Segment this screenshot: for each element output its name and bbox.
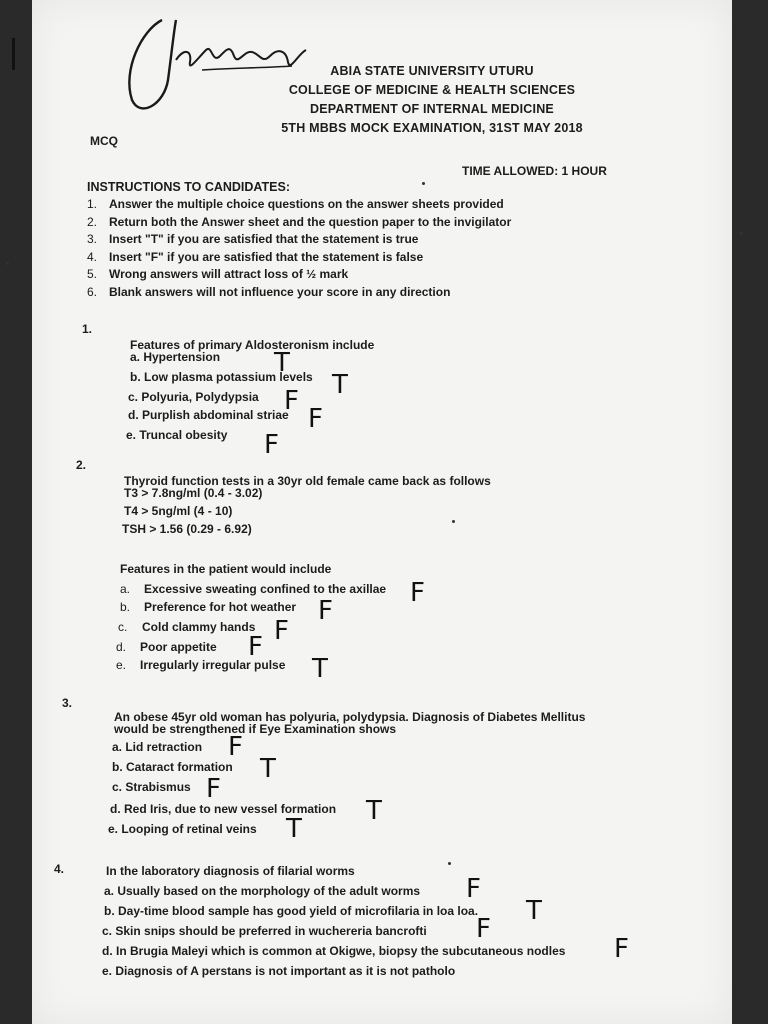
answer-mark: F bbox=[248, 632, 263, 662]
answer-mark: T bbox=[526, 896, 542, 926]
option-text: Poor appetite bbox=[140, 640, 217, 654]
answer-mark: T bbox=[260, 754, 276, 784]
college-name: COLLEGE OF MEDICINE & HEALTH SCIENCES bbox=[288, 83, 576, 97]
instruction-text: Answer the multiple choice questions on the answer sheets provided bbox=[109, 197, 504, 211]
option-a: a. Hypertension bbox=[130, 350, 221, 364]
university-name: ABIA STATE UNIVERSITY UTURU bbox=[330, 64, 534, 78]
option-e: e. Looping of retinal veins bbox=[108, 822, 257, 836]
option-d bbox=[116, 640, 217, 654]
answer-mark: F bbox=[318, 596, 333, 626]
lab-result-tsh: TSH > 1.56 (0.29 - 6.92) bbox=[122, 522, 252, 536]
question-stem: In the laboratory diagnosis of filarial worms bbox=[106, 864, 355, 878]
paper-speck bbox=[740, 232, 743, 235]
answer-mark: T bbox=[312, 654, 328, 684]
option-a bbox=[120, 582, 386, 596]
question-number: 1. bbox=[82, 322, 93, 336]
option-d: d. Red Iris, due to new vessel formation bbox=[110, 802, 337, 816]
option-text: Irregularly irregular pulse bbox=[140, 658, 286, 672]
paper-speck bbox=[422, 182, 425, 185]
option-e: e. Diagnosis of A perstans is not important as it is not patholo bbox=[102, 964, 456, 978]
option-letter: a. bbox=[120, 582, 131, 596]
answer-mark: T bbox=[286, 814, 302, 844]
option-d: d. Purplish abdominal striae bbox=[128, 408, 289, 422]
option-a: a. Usually based on the morphology of the adult worms bbox=[104, 884, 421, 898]
instruction-number: 1. bbox=[87, 197, 98, 211]
instruction-item bbox=[87, 284, 511, 302]
option-c: c. Polyuria, Polydypsia bbox=[128, 390, 259, 404]
instruction-number: 5. bbox=[87, 267, 98, 281]
option-text: Preference for hot weather bbox=[144, 600, 297, 614]
instruction-text: Insert "F" if you are satisfied that the statement is false bbox=[109, 249, 424, 264]
instruction-text: Wrong answers will attract loss of ½ mark bbox=[109, 267, 349, 281]
answer-mark: F bbox=[308, 404, 323, 434]
instruction-text: Blank answers will not influence your score in any direction bbox=[109, 284, 451, 299]
time-allowed: TIME ALLOWED: 1 HOUR bbox=[462, 164, 607, 178]
instruction-item bbox=[87, 196, 511, 214]
instruction-number: 3. bbox=[87, 232, 98, 246]
option-letter: e. bbox=[116, 658, 127, 672]
instruction-item bbox=[87, 249, 511, 267]
option-e: e. Truncal obesity bbox=[126, 428, 228, 442]
exam-header bbox=[222, 62, 642, 138]
answer-mark: F bbox=[466, 874, 481, 904]
option-c: c. Strabismus bbox=[112, 780, 191, 794]
instructions-list bbox=[87, 196, 511, 301]
option-letter: b. bbox=[120, 600, 131, 614]
answer-mark: F bbox=[264, 430, 279, 460]
option-letter: d. bbox=[116, 640, 127, 654]
option-b: b. Day-time blood sample has good yield of microfilaria in loa loa. bbox=[104, 904, 479, 918]
answer-mark: F bbox=[614, 934, 629, 964]
option-a: a. Lid retraction bbox=[112, 740, 203, 754]
paper-speck bbox=[448, 862, 451, 865]
answer-mark: F bbox=[228, 732, 243, 762]
instruction-number: 6. bbox=[87, 284, 98, 299]
answer-mark: T bbox=[366, 796, 382, 826]
paper-type: MCQ bbox=[90, 134, 118, 148]
option-c bbox=[118, 620, 255, 634]
question-substem: Features in the patient would include bbox=[120, 562, 332, 576]
question-stem: An obese 45yr old woman has polyuria, polydypsia. Diagnosis of Diabetes Mellitus bbox=[114, 710, 586, 724]
question-number: 3. bbox=[62, 696, 73, 710]
option-c: c. Skin snips should be preferred in wuchereria bancrofti bbox=[102, 924, 427, 938]
binder-mark bbox=[12, 38, 15, 70]
lab-result-t3: T3 > 7.8ng/ml (0.4 - 3.02) bbox=[124, 486, 263, 500]
option-text: Cold clammy hands bbox=[142, 620, 256, 634]
option-d: d. In Brugia Maleyi which is common at Okigwe, biopsy the subcutaneous nodles bbox=[102, 944, 566, 958]
answer-mark: T bbox=[274, 348, 290, 378]
instruction-text: Return both the Answer sheet and the question paper to the invigilator bbox=[109, 214, 512, 229]
answer-mark: F bbox=[410, 578, 425, 608]
question-stem-continued: would be strengthened if Eye Examination shows bbox=[114, 722, 397, 736]
question-stem: Features of primary Aldosteronism include bbox=[130, 338, 375, 352]
exam-paper bbox=[32, 0, 732, 1024]
exam-title: 5TH MBBS MOCK EXAMINATION, 31ST MAY 2018 bbox=[281, 121, 583, 135]
paper-speck bbox=[452, 520, 455, 523]
answer-mark: F bbox=[206, 774, 221, 804]
paper-speck bbox=[6, 262, 9, 265]
question-number: 4. bbox=[54, 862, 65, 876]
lab-result-t4: T4 > 5ng/ml (4 - 10) bbox=[124, 504, 233, 518]
answer-mark: F bbox=[476, 914, 491, 944]
instructions-title: INSTRUCTIONS TO CANDIDATES: bbox=[87, 180, 291, 194]
instruction-number: 2. bbox=[87, 214, 98, 229]
instruction-item bbox=[87, 214, 511, 232]
option-b: b. Low plasma potassium levels bbox=[130, 370, 313, 384]
question-stem: Thyroid function tests in a 30yr old female came back as follows bbox=[124, 474, 491, 488]
instruction-item bbox=[87, 231, 511, 249]
option-b: b. Cataract formation bbox=[112, 760, 233, 774]
question-number: 2. bbox=[76, 458, 87, 472]
option-e bbox=[116, 658, 285, 672]
answer-mark: F bbox=[274, 616, 289, 646]
answer-mark: F bbox=[284, 386, 299, 416]
option-b bbox=[120, 600, 296, 614]
option-text: Excessive sweating confined to the axillae bbox=[144, 582, 387, 596]
instruction-number: 4. bbox=[87, 249, 98, 264]
answer-mark: T bbox=[332, 370, 348, 400]
instruction-text: Insert "T" if you are satisfied that the statement is true bbox=[109, 232, 419, 246]
option-letter: c. bbox=[118, 620, 128, 634]
department-name: DEPARTMENT OF INTERNAL MEDICINE bbox=[310, 102, 554, 116]
instruction-item bbox=[87, 266, 511, 284]
